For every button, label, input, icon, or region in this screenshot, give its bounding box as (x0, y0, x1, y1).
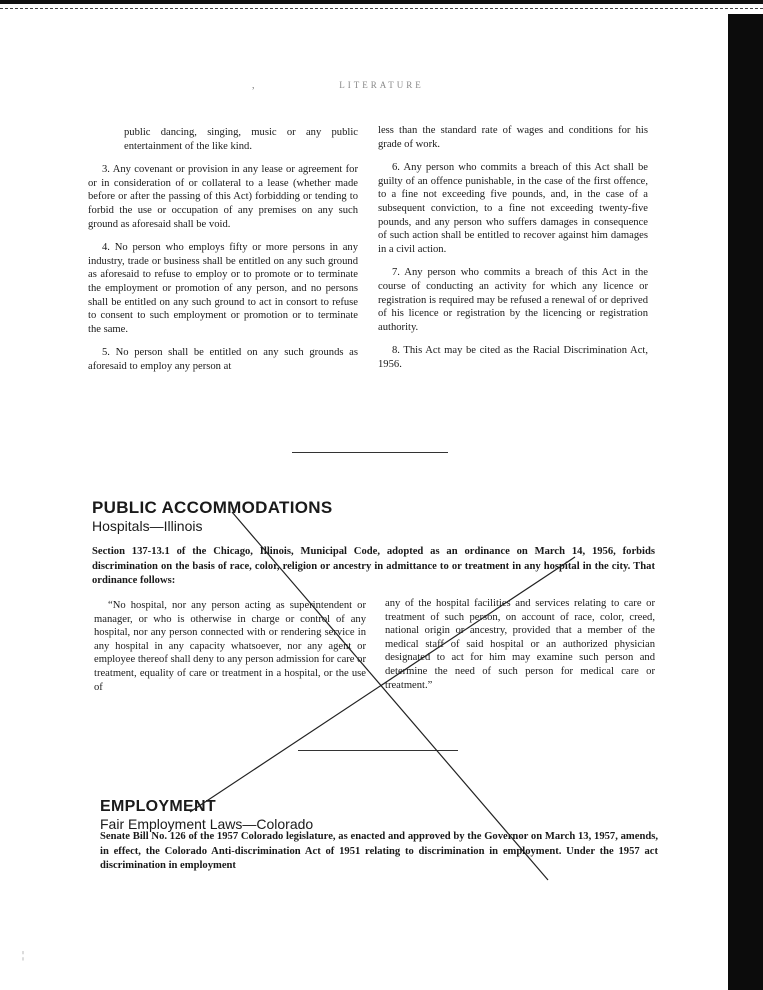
quote-text: any of the hospital facilities and services relating to care or treatment of such person, on account of race, color, creed, national origin or ancestry, provided that a member of the medical staff of said hospital or an authorized physician designated to act for him may examine such person and determine the need of such person for medical care or treatment.” (385, 598, 655, 691)
stray-mark: , (252, 80, 255, 91)
section-subheading: Hospitals—Illinois (92, 518, 203, 534)
section-heading: EMPLOYMENT (100, 798, 216, 815)
section-subheading: Fair Employment Laws—Colorado (100, 816, 314, 832)
diagonal-strike-line (232, 512, 548, 880)
running-head: LITERATURE (339, 80, 424, 90)
quote-text: “No hospital, nor any person acting as superintendent or manager, or who is otherwise in charge or control of any hospital, nor any person connected with or rendering service in any hospital in any capacity whatsoever, nor any agent or employee thereof shall deny to any person admission for care or treatment, equality of care or treatment in a hospital, or the use of (94, 600, 366, 693)
paragraph: 6. Any person who commits a breach of this Act shall be guilty of an offence punishable, in the case of the first offence, to a fine not exceeding five pounds, and, in the case of a subsequent conviction, to a fine not exceeding twenty-five pounds, and any person who suffers damages in consequence of such action shall be entitled to recover against him damages in a civil action. (378, 162, 648, 255)
paragraph: 8. This Act may be cited as the Racial Discrimination Act, 1956. (378, 345, 648, 370)
stray-mark: ¦ (22, 950, 25, 961)
lead-paragraph: Section 137-13.1 of the Chicago, Illinois, Municipal Code, adopted as an ordinance on March 14, 1956, forbids discrimination on the basis of race, color, religion or ancestry in admittance to or treatment in any hospital in the city. That ordinance follows: (92, 546, 655, 586)
paragraph: public dancing, singing, music or any public entertainment of the like kind. (124, 127, 358, 152)
lead-paragraph: Senate Bill No. 126 of the 1957 Colorado legislature, as enacted and approved by the Governor on March 13, 1957, amends, in effect, the Colorado Anti-discrimination Act of 1951 relating to discrimination in employment. Under the 1957 act discrimination in employment (100, 831, 658, 871)
diagonal-strike-line (190, 557, 575, 812)
paragraph: 3. Any covenant or provision in any lease or agreement for or in consideration of or collateral to a lease (whether made before or after the passing of this Act) forbidding or tending to forbid the use or occupation of any premises on any such ground as aforesaid shall be void. (88, 164, 358, 230)
section-heading: PUBLIC ACCOMMODATIONS (92, 498, 333, 517)
paragraph: less than the standard rate of wages and conditions for his grade of work. (378, 125, 648, 150)
paragraph: 7. Any person who commits a breach of this Act in the course of conducting an activity for which any licence or registration is required may be refused a renewal of or deprived of his licence or registration by the licencing or registration authority. (378, 267, 648, 333)
paragraph: 5. No person shall be entitled on any such grounds as aforesaid to employ any person at (88, 347, 358, 372)
paragraph: 4. No person who employs fifty or more persons in any industry, trade or business shall be entitled on any such ground as aforesaid to refuse to employ or to promote or to terminate the employment or promotion of any person, and no persons shall be entitled on any such ground to act in consort to refuse to consent to such employment or promotion or to terminate the same. (88, 242, 358, 335)
